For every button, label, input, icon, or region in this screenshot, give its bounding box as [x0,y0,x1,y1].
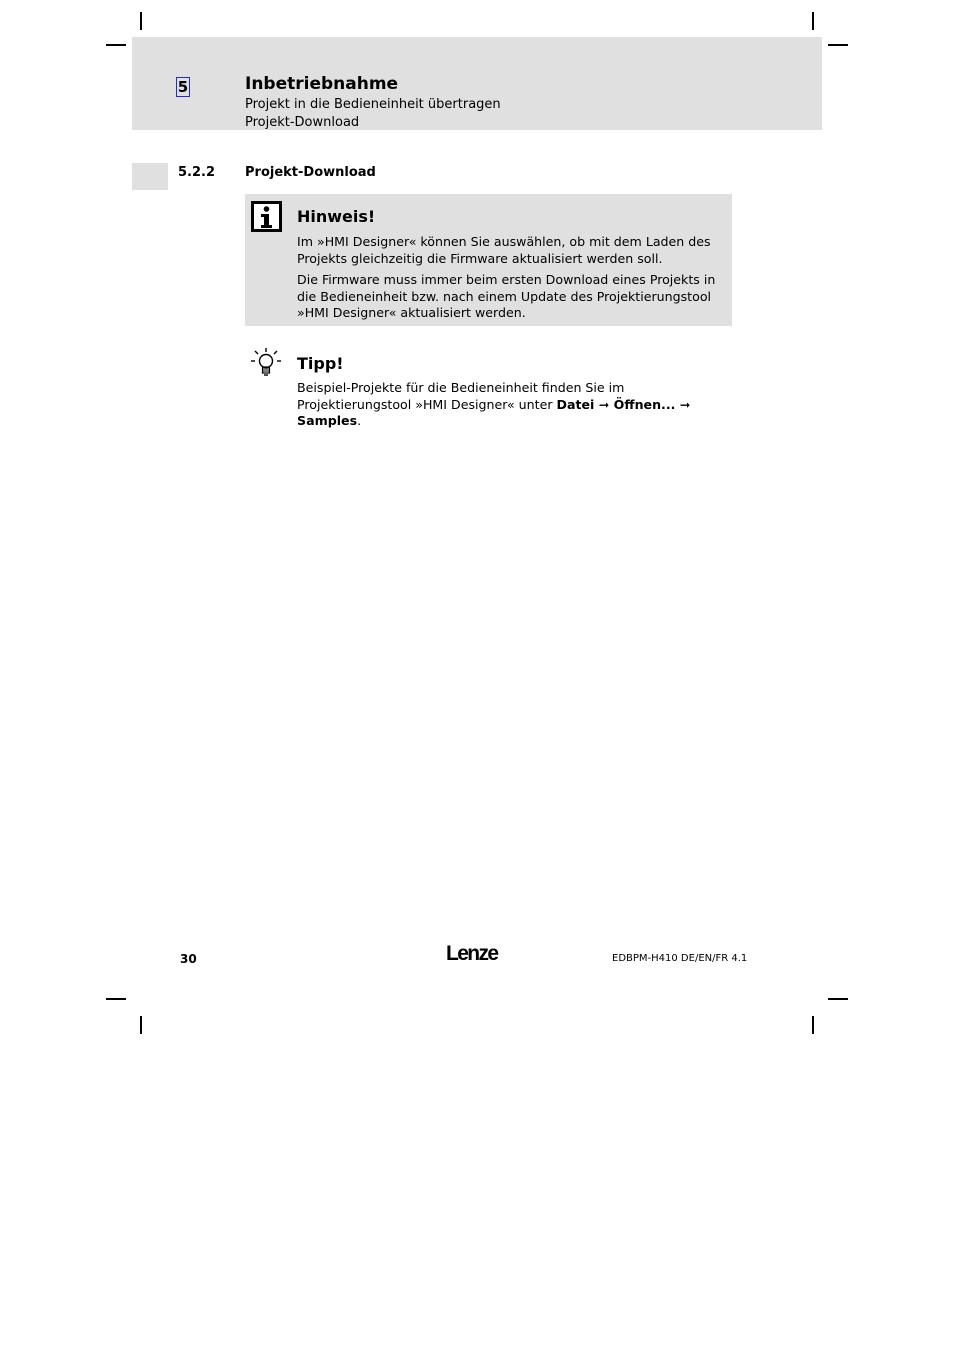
tip-text: Beispiel-Projekte für die Bedieneinheit finden Sie im Projektierungstool »HMI Designer« unter [297,380,625,412]
crop-mark [828,44,848,46]
section-marker [132,163,168,190]
tip-paragraph [297,380,722,430]
document-id: EDBPM-H410 DE/EN/FR 4.1 [612,953,748,964]
note-heading: Hinweis! [297,207,376,226]
info-icon [251,201,282,232]
section-number: 5.2.2 [178,165,216,180]
chapter-header-band [132,37,822,130]
note-paragraph: Im »HMI Designer« können Sie auswählen, ob mit dem Laden des Projekts gleichzeitig die Firmware aktualisiert werden soll. [297,234,711,266]
crop-mark [140,1016,142,1034]
crop-mark [828,998,848,1000]
lightbulb-icon [250,347,282,379]
chapter-number[interactable]: 5 [177,78,189,96]
tip-text-end: . [357,413,362,429]
lenze-logo: Lenze [446,942,498,965]
crop-mark [106,44,126,46]
menu-path: Datei ➞ Öffnen... ➞ Samples [297,396,691,429]
crop-mark [812,12,814,30]
crop-mark [106,998,126,1000]
note-paragraph: Die Firmware muss immer beim ersten Download eines Projekts in die Bedieneinheit bzw. nach einem Update des Projektierungstool »HMI Designer« aktualisiert werden. [297,272,716,321]
tip-heading: Tipp! [297,354,344,373]
crop-mark [812,1016,814,1034]
chapter-subtitle: Projekt in die Bedieneinheit übertragen [245,97,501,112]
page-number: 30 [180,952,197,966]
section-title: Projekt-Download [245,165,376,180]
chapter-title: Inbetriebnahme [245,74,399,94]
crop-mark [140,12,142,30]
chapter-subtitle: Projekt-Download [245,115,360,130]
